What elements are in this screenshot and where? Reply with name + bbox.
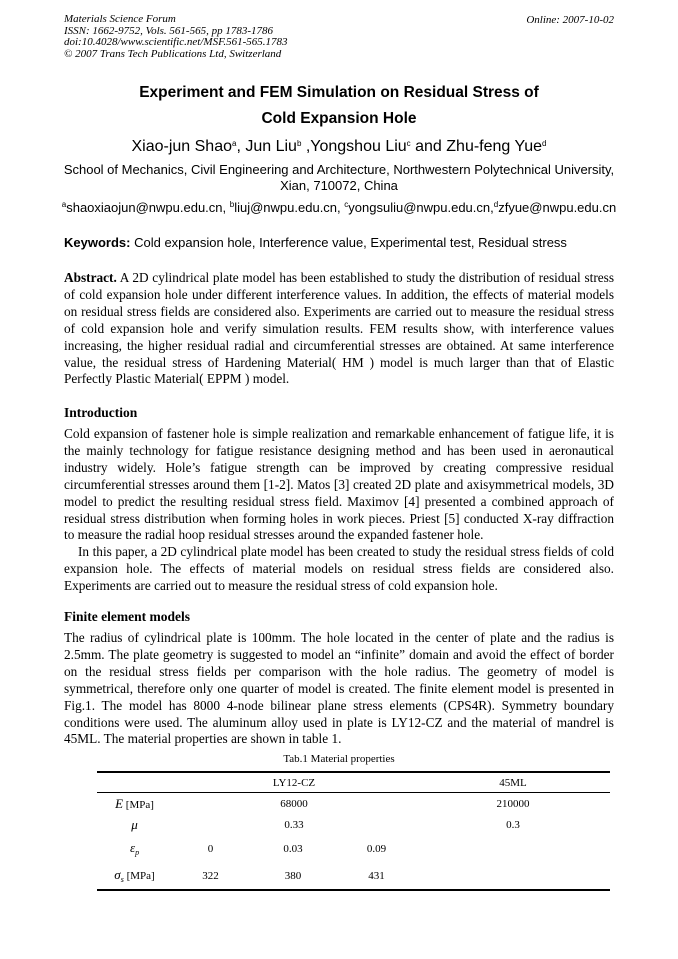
cell: 0.3 xyxy=(506,818,520,831)
email-sup: b xyxy=(229,200,235,209)
email: zfyue@nwpu.edu.cn xyxy=(498,200,617,215)
issn: ISSN: 1662-9752, Vols. 561-565, pp 1783-1786 xyxy=(64,24,273,37)
introduction-heading: Introduction xyxy=(64,405,138,420)
cell: 0.09 xyxy=(366,843,387,855)
email: yongsuliu@nwpu.edu.cn xyxy=(348,200,491,215)
affiliation: School of Mechanics, Civil Engineering and Architecture, Northwestern Polytechnical University, Xian, 710072, China xyxy=(63,162,615,193)
author: Yongshou Liu xyxy=(310,138,407,155)
title-line-1: Experiment and FEM Simulation on Residual Stress of xyxy=(139,84,539,101)
cell: 431 xyxy=(337,863,416,890)
copyright: © 2007 Trans Tech Publications Ltd, Switzerland xyxy=(64,47,282,60)
header-ly12cz: LY12-CZ xyxy=(172,772,416,793)
cell: 380 xyxy=(249,863,337,890)
row-label xyxy=(97,835,172,863)
unit: [MPa] xyxy=(125,798,154,811)
subscript: s xyxy=(120,875,124,885)
abstract-text: A 2D cylindrical plate model has been established to study the distribution of residual stress of cold expansion hole under different interference values. In addition, the effects of material models on residual stress fields are considered also. Experiments are carried out to measure the residual stress of cold expansion hole and verify simulation results. FEM results show, with interference values increasing, the higher residual radial and circumferential stresses are obtained. At same interference value, the residual stress of Hardening Material( HM ) model is much larger than that of Elastic Perfectly Plastic Material( EPPM ) model. xyxy=(64,270,614,387)
emails: $^a$shaoxiaojun@nwpu.edu.cn, $^b$liuj@nwpu.edu.cn, $^c$yongsuliu@nwpu.edu.cn,$^d$zfyue@nwpu.edu.cn xyxy=(61,200,617,215)
header-45ml: 45ML xyxy=(416,772,610,793)
authors: Xiao-jun Shao$^a$, Jun Liu$^b$ ,Yongshou Liu$^c$ and Zhu-feng Yue$^d$ xyxy=(131,138,547,155)
cell xyxy=(416,863,610,890)
table-row xyxy=(97,814,610,835)
cell xyxy=(416,835,610,863)
table-header-row xyxy=(97,772,610,793)
email-sup: d xyxy=(493,200,499,209)
author-sup: a xyxy=(232,139,237,148)
email-sup: a xyxy=(61,200,67,209)
row-label xyxy=(97,814,172,835)
table-row xyxy=(97,835,610,863)
keywords-label: Keywords: xyxy=(64,235,131,250)
cell: 0.03 xyxy=(283,843,303,855)
author-sup: c xyxy=(406,139,411,148)
symbol: μ xyxy=(131,816,138,832)
author-sup: b xyxy=(296,139,302,148)
email: shaoxiaojun@nwpu.edu.cn xyxy=(66,200,223,215)
row-label xyxy=(97,863,172,890)
cell: 0.33 xyxy=(284,818,304,831)
online-date: Online: 2007-10-02 xyxy=(526,14,614,26)
title-line-2: Cold Expansion Hole xyxy=(261,110,417,127)
email: liuj@nwpu.edu.cn xyxy=(234,200,338,215)
subscript: p xyxy=(135,848,140,858)
journal-header xyxy=(64,14,288,60)
author: Xiao-jun Shao xyxy=(131,138,232,155)
cell: 210000 xyxy=(496,797,530,810)
table-caption: Tab.1 Material properties xyxy=(283,753,395,765)
cell: 68000 xyxy=(280,797,308,810)
journal-name: Materials Science Forum xyxy=(64,13,176,25)
fem-body: The radius of cylindrical plate is 100mm. The hole located in the center of plate and the radius is 2.5mm. The plate geometry is suggested to model an “infinite” domain and avoid the effect of border on the residual stress fields per comparison with the hole radius. The geometry of model is symmetrical, therefore only one quarter of model is created. The finite element model is presented in Fig.1. The model has 8000 4-node bilinear plane stress elements (CPS4R). Symmetry boundary conditions were used. The aluminum alloy used in plate is LY12-CZ and the material of mandrel is 45ML. The material properties are shown in table 1. xyxy=(64,630,614,747)
introduction-body xyxy=(64,426,614,595)
symbol: ε xyxy=(129,840,136,856)
unit: [MPa] xyxy=(126,870,155,883)
material-properties-table xyxy=(97,771,610,891)
abstract xyxy=(64,270,614,388)
symbol: E xyxy=(115,795,124,811)
doi: doi:10.4028/www.scientific.net/MSF.561-565.1783 xyxy=(64,36,288,48)
fem-heading: Finite element models xyxy=(64,609,190,624)
abstract-label: Abstract. xyxy=(64,270,117,285)
paragraph: Cold expansion of fastener hole is simple realization and remarkable enhancement of fatigue life, it is the mainly technology for fatigue resistance designing method and has been used in aeronautical industry widely. Hole’s fatigue strength can be improved by creating compressive residual circumferential stresses around them [1-2]. Matos [3] created 2D plate and axisymmetrical models, 3D model to predict the resulting residual stress field. Maximov [4] presented a combined approach of residual stress distribution when forming holes in work pieces. Priest [5] conducted X-ray diffraction to measure the radial hoop residual stresses around the expanded fastener hole. xyxy=(64,426,614,543)
keywords xyxy=(64,235,614,250)
author: Zhu-feng Yue xyxy=(446,138,543,155)
author-sup: d xyxy=(542,139,547,148)
cell: 322 xyxy=(172,863,249,890)
row-label xyxy=(97,793,172,815)
email-sup: c xyxy=(344,200,349,209)
keywords-text: Cold expansion hole, Interference value, Experimental test, Residual stress xyxy=(134,235,567,250)
symbol: σ xyxy=(114,867,121,883)
paragraph: In this paper, a 2D cylindrical plate model has been created to study the residual stress fields of cold expansion hole. The effects of material models on residual stress fields are considered also. Experiments are carried out to measure the residual stress of cold expansion hole. xyxy=(64,544,614,594)
table-row xyxy=(97,863,610,890)
author: Jun Liu xyxy=(245,138,297,155)
paper-title xyxy=(0,80,678,132)
table-row xyxy=(97,793,610,815)
cell: 0 xyxy=(207,843,214,855)
